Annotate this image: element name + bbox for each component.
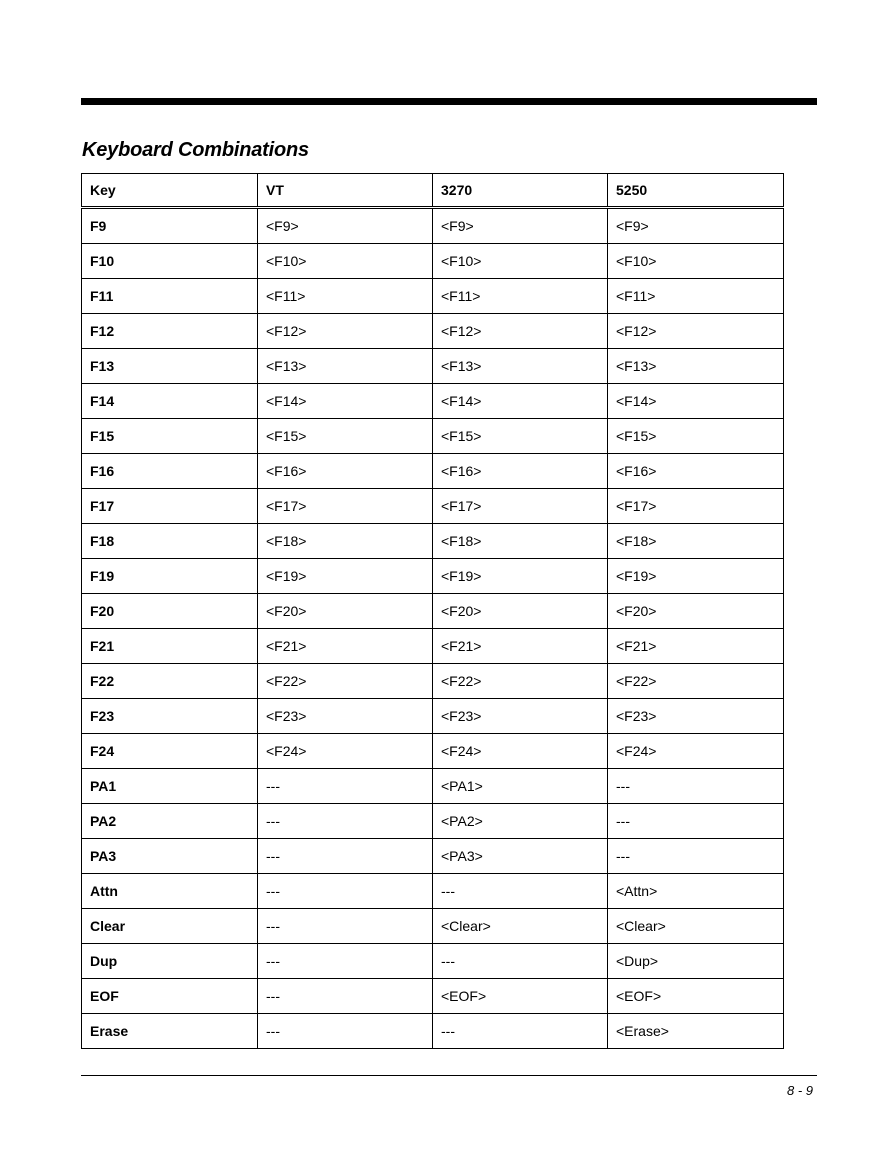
cell-key: F17 (82, 489, 258, 524)
cell-key: Erase (82, 1014, 258, 1049)
cell-5250: --- (608, 769, 784, 804)
cell-3270: <EOF> (433, 979, 608, 1014)
cell-vt: <F24> (258, 734, 433, 769)
cell-vt: <F19> (258, 559, 433, 594)
column-header-5250: 5250 (608, 174, 784, 208)
cell-vt: <F16> (258, 454, 433, 489)
cell-3270: <F20> (433, 594, 608, 629)
cell-vt: <F15> (258, 419, 433, 454)
cell-vt: <F23> (258, 699, 433, 734)
cell-key: F22 (82, 664, 258, 699)
cell-5250: <F22> (608, 664, 784, 699)
cell-5250: <Clear> (608, 909, 784, 944)
cell-vt: <F17> (258, 489, 433, 524)
cell-3270: <PA1> (433, 769, 608, 804)
cell-5250: <F10> (608, 244, 784, 279)
cell-3270: <F11> (433, 279, 608, 314)
cell-key: F15 (82, 419, 258, 454)
table-header-row (82, 174, 784, 208)
cell-3270: <F19> (433, 559, 608, 594)
cell-3270: <F16> (433, 454, 608, 489)
cell-5250: <Attn> (608, 874, 784, 909)
cell-key: F19 (82, 559, 258, 594)
cell-3270: <F22> (433, 664, 608, 699)
cell-vt: --- (258, 804, 433, 839)
table-row (82, 489, 784, 524)
cell-3270: <F18> (433, 524, 608, 559)
cell-3270: <F9> (433, 208, 608, 244)
cell-vt: --- (258, 909, 433, 944)
cell-3270: <PA3> (433, 839, 608, 874)
cell-vt: --- (258, 839, 433, 874)
cell-key: F10 (82, 244, 258, 279)
cell-5250: <F24> (608, 734, 784, 769)
column-header-vt: VT (258, 174, 433, 208)
cell-5250: <F19> (608, 559, 784, 594)
table-row (82, 524, 784, 559)
cell-3270: <PA2> (433, 804, 608, 839)
cell-5250: <F21> (608, 629, 784, 664)
top-rule (81, 98, 817, 105)
table-row (82, 944, 784, 979)
cell-5250: <F20> (608, 594, 784, 629)
cell-3270: <F13> (433, 349, 608, 384)
cell-key: EOF (82, 979, 258, 1014)
column-header-key: Key (82, 174, 258, 208)
cell-vt: <F10> (258, 244, 433, 279)
cell-key: F13 (82, 349, 258, 384)
table-row (82, 909, 784, 944)
table-body (82, 208, 784, 1049)
cell-key: F20 (82, 594, 258, 629)
cell-3270: --- (433, 944, 608, 979)
cell-5250: <EOF> (608, 979, 784, 1014)
cell-key: F21 (82, 629, 258, 664)
table-row (82, 1014, 784, 1049)
bottom-rule (81, 1075, 817, 1076)
cell-5250: <F15> (608, 419, 784, 454)
cell-3270: <Clear> (433, 909, 608, 944)
cell-3270: <F10> (433, 244, 608, 279)
cell-5250: <F9> (608, 208, 784, 244)
cell-vt: --- (258, 944, 433, 979)
cell-5250: <F18> (608, 524, 784, 559)
table-row (82, 629, 784, 664)
table-row (82, 979, 784, 1014)
cell-key: PA2 (82, 804, 258, 839)
cell-3270: <F17> (433, 489, 608, 524)
cell-key: F16 (82, 454, 258, 489)
cell-vt: --- (258, 769, 433, 804)
cell-5250: <Erase> (608, 1014, 784, 1049)
cell-key: PA3 (82, 839, 258, 874)
cell-key: F12 (82, 314, 258, 349)
cell-key: PA1 (82, 769, 258, 804)
table-row (82, 839, 784, 874)
table-row (82, 314, 784, 349)
cell-vt: --- (258, 1014, 433, 1049)
section-title: Keyboard Combinations (82, 139, 309, 161)
table-row (82, 734, 784, 769)
cell-vt: <F22> (258, 664, 433, 699)
cell-5250: <F12> (608, 314, 784, 349)
cell-key: Attn (82, 874, 258, 909)
cell-3270: <F24> (433, 734, 608, 769)
table-row (82, 279, 784, 314)
cell-vt: <F12> (258, 314, 433, 349)
cell-5250: --- (608, 839, 784, 874)
cell-key: Clear (82, 909, 258, 944)
table-row (82, 594, 784, 629)
keyboard-combinations-table (81, 173, 784, 1049)
cell-key: F14 (82, 384, 258, 419)
table-row (82, 349, 784, 384)
cell-key: F24 (82, 734, 258, 769)
cell-3270: --- (433, 874, 608, 909)
cell-vt: <F11> (258, 279, 433, 314)
cell-5250: <F16> (608, 454, 784, 489)
cell-key: F18 (82, 524, 258, 559)
cell-5250: <F23> (608, 699, 784, 734)
table-row (82, 559, 784, 594)
table-row (82, 699, 784, 734)
cell-5250: <F11> (608, 279, 784, 314)
table-row (82, 419, 784, 454)
cell-3270: <F14> (433, 384, 608, 419)
cell-5250: <F14> (608, 384, 784, 419)
table-row (82, 384, 784, 419)
cell-key: F23 (82, 699, 258, 734)
table-header (82, 174, 784, 208)
cell-3270: <F15> (433, 419, 608, 454)
table-row (82, 769, 784, 804)
cell-key: F9 (82, 208, 258, 244)
cell-5250: <F17> (608, 489, 784, 524)
cell-3270: --- (433, 1014, 608, 1049)
table-row (82, 664, 784, 699)
cell-5250: <F13> (608, 349, 784, 384)
table-row (82, 874, 784, 909)
cell-key: Dup (82, 944, 258, 979)
table-row (82, 244, 784, 279)
cell-vt: <F14> (258, 384, 433, 419)
cell-5250: --- (608, 804, 784, 839)
cell-vt: --- (258, 979, 433, 1014)
cell-3270: <F21> (433, 629, 608, 664)
table-row (82, 208, 784, 244)
cell-vt: <F21> (258, 629, 433, 664)
cell-5250: <Dup> (608, 944, 784, 979)
page-number: 8 - 9 (786, 1083, 813, 1098)
cell-vt: <F18> (258, 524, 433, 559)
column-header-3270: 3270 (433, 174, 608, 208)
cell-3270: <F23> (433, 699, 608, 734)
cell-key: F11 (82, 279, 258, 314)
cell-3270: <F12> (433, 314, 608, 349)
cell-vt: <F20> (258, 594, 433, 629)
table-row (82, 804, 784, 839)
cell-vt: <F13> (258, 349, 433, 384)
cell-vt: <F9> (258, 208, 433, 244)
table-row (82, 454, 784, 489)
cell-vt: --- (258, 874, 433, 909)
